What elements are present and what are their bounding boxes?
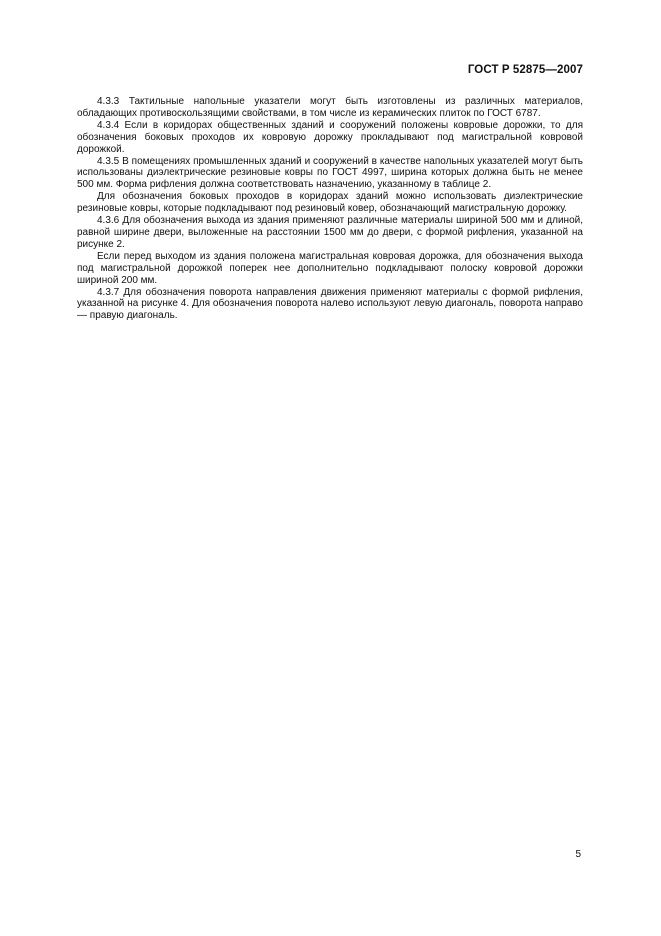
document-header: ГОСТ Р 52875—2007 (467, 64, 583, 76)
paragraph-4-3-7: 4.3.7 Для обозначения поворота направления движения применяют материалы с формой рифления, указанной на рисунке 4. Для обозначения поворота налево используют левую диагональ, поворота направо — правую диагональ. (77, 286, 583, 322)
paragraph-exit-carpet: Если перед выходом из здания положена магистральная ковровая дорожка, для обозначения выхода под магистральной дорожкой поперек нее дополнительно подкладывают полоску ковровой дорожки шириной 200 мм. (77, 250, 583, 286)
paragraph-4-3-3: 4.3.3 Тактильные напольные указатели могут быть изготовлены из различных материалов, обладающих противоскользящими свойствами, в том числе из керамических плиток по ГОСТ 6787. (77, 96, 583, 119)
paragraph-side-passages: Для обозначения боковых проходов в коридорах зданий можно использовать диэлектрические резиновые ковры, которые подкладывают под резиновый ковер, обозначающий магистральную дорожку. (77, 191, 583, 215)
paragraph-4-3-4: 4.3.4 Если в коридорах общественных зданий и сооружений положены ковровые дорожки, то для обозначения боковых проходов их ковровую дорожку прокладывают под магистральной ковровой дорожкой. (77, 119, 583, 155)
page-number: 5 (575, 849, 581, 860)
paragraph-4-3-6: 4.3.6 Для обозначения выхода из здания применяют различные материалы шириной 500 мм и длиной, равной ширине двери, выложенные на расстоянии 1500 мм до двери, с формой рифления, указанной на рисунке 2. (77, 215, 583, 250)
paragraph-4-3-5: 4.3.5 В помещениях промышленных зданий и сооружений в качестве напольных указателей могут быть использованы диэлектрические резиновые ковры по ГОСТ 4997, ширина которых должна быть не менее 500 мм. Форма рифления должна соответствовать назначению, указанному в таблице 2. (77, 155, 583, 191)
document-body (77, 96, 583, 322)
